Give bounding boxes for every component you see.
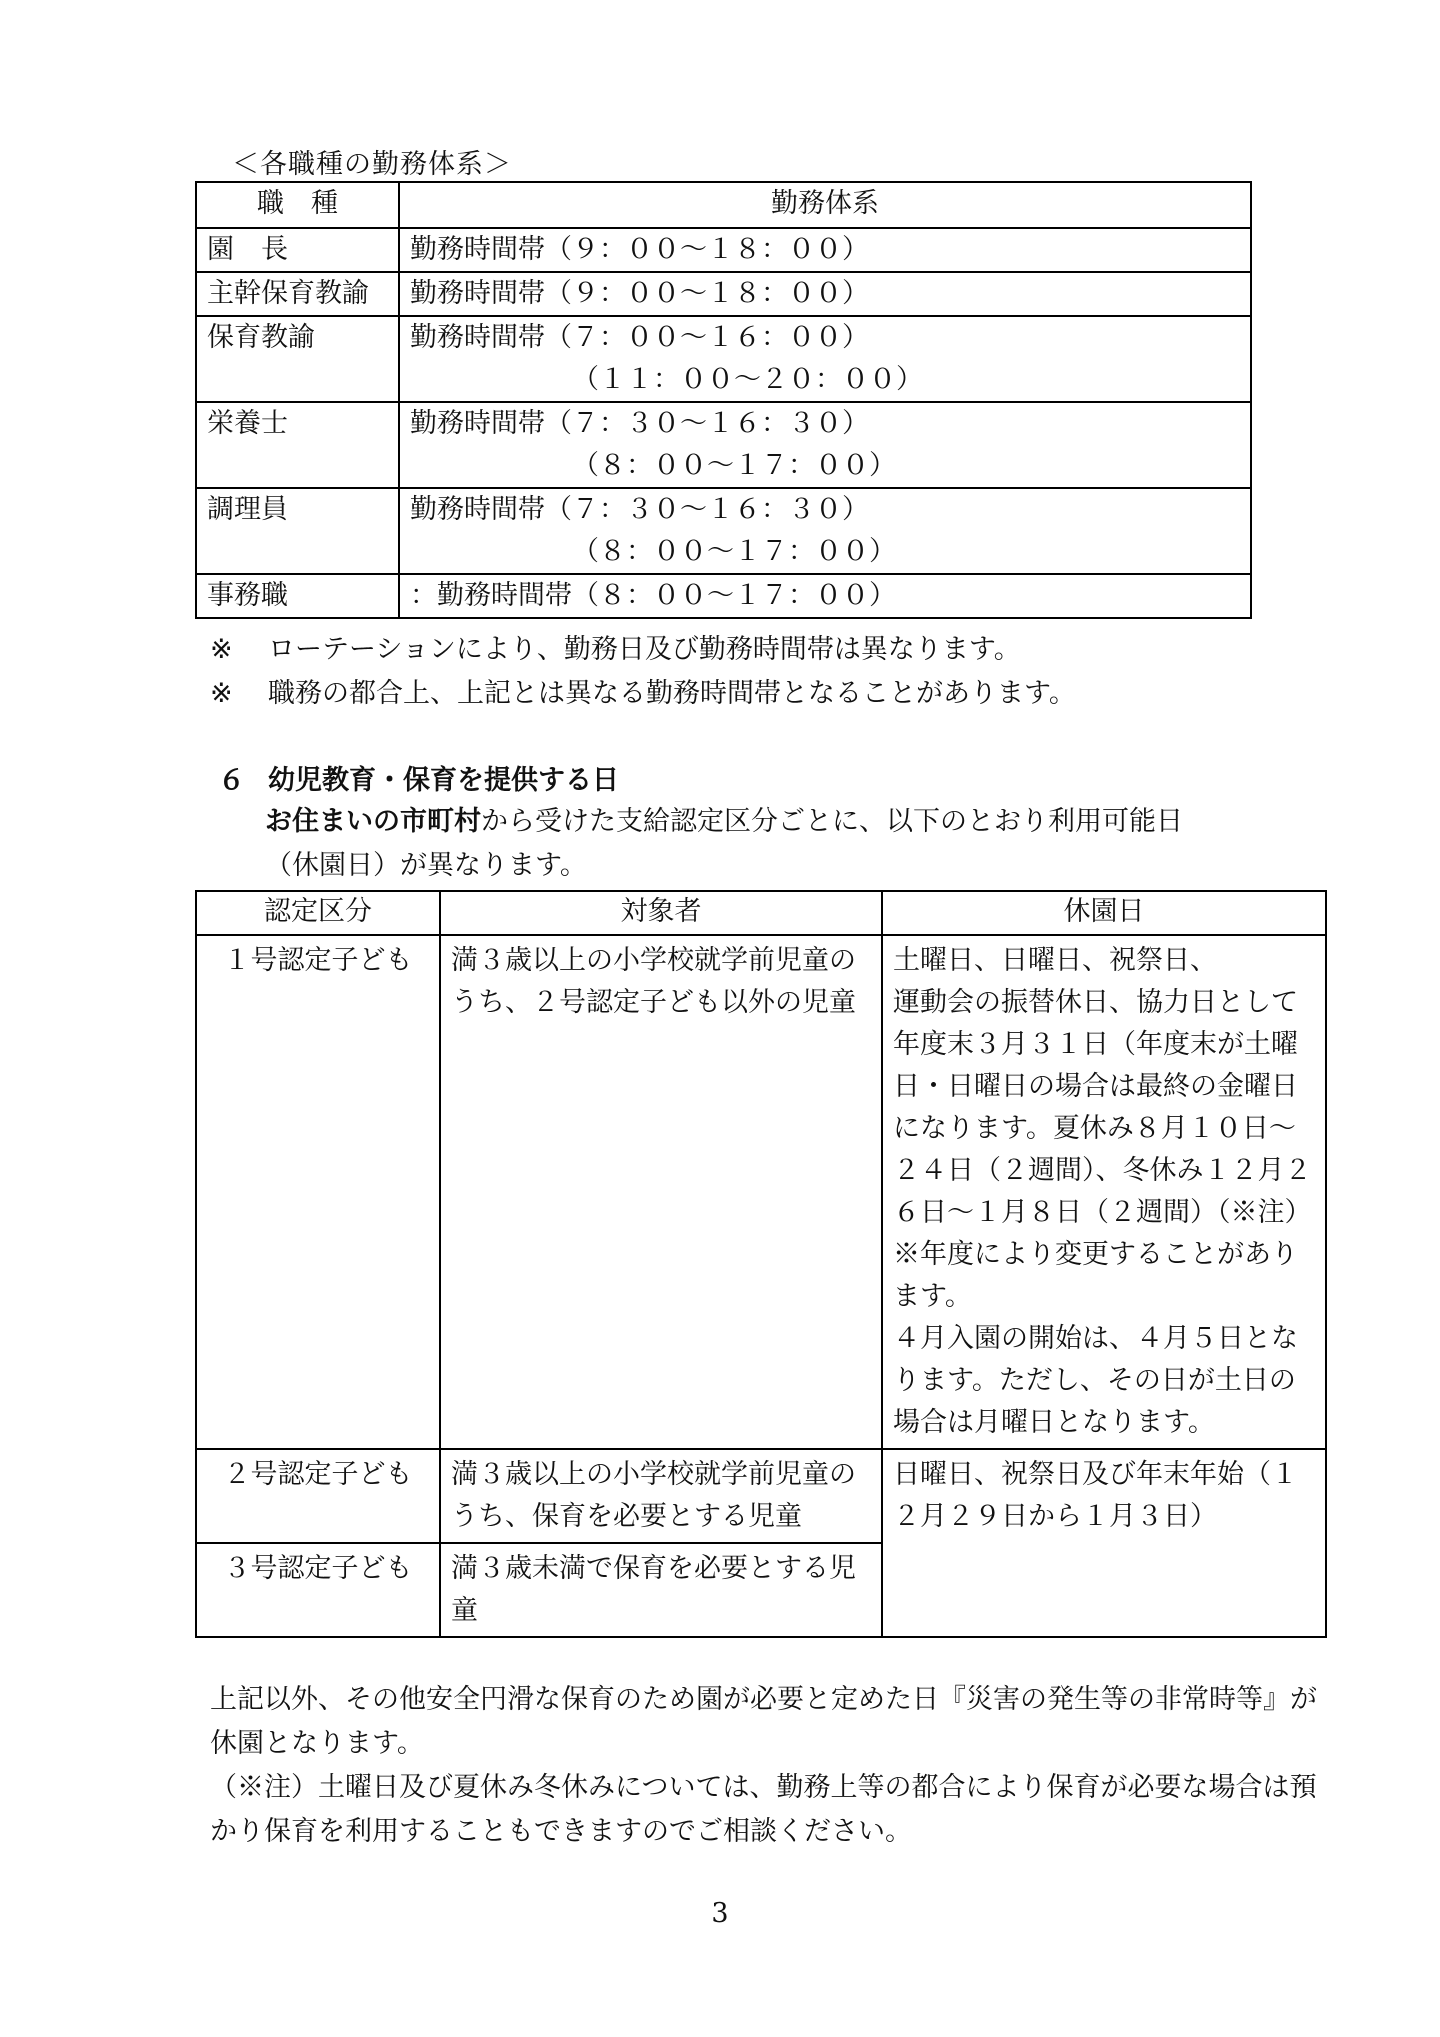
intro-line-2: （休園日）が異なります。 — [265, 850, 587, 881]
section-6-footnotes — [210, 1678, 1330, 1854]
holidays-cell — [882, 935, 1326, 1449]
role-cell: 保育教諭 — [196, 316, 399, 402]
table-row — [196, 1449, 1326, 1543]
note-item — [210, 672, 1076, 716]
schedule-line: ：勤務時間帯（８：００～１７：００） — [410, 580, 896, 611]
schedule-line: 勤務時間帯（７：００～１６：００） — [410, 322, 869, 353]
role-cell: 事務職 — [196, 574, 399, 618]
category-cell: ３号認定子ども — [196, 1543, 440, 1637]
note-mark: ※ — [210, 678, 233, 709]
role-cell: 主幹保育教諭 — [196, 272, 399, 316]
staff-notes — [210, 628, 1076, 716]
table-row — [196, 402, 1251, 488]
target-cell: 満３歳未満で保育を必要とする児童 — [440, 1543, 882, 1637]
table-row — [196, 935, 1326, 1449]
schedule-cell — [399, 402, 1251, 488]
target-cell: 満３歳以上の小学校就学前児童のうち、保育を必要とする児童 — [440, 1449, 882, 1543]
section-6-intro — [265, 800, 1265, 888]
note-item — [210, 628, 1076, 672]
header-target: 対象者 — [440, 891, 882, 935]
schedule-line-2: （８：００～１７：００） — [572, 536, 896, 567]
header-category: 認定区分 — [196, 891, 440, 935]
intro-line-1 — [265, 800, 1265, 844]
staff-schedule-table — [195, 181, 1252, 619]
schedule-cell — [399, 488, 1251, 574]
intro-rest: から受けた支給認定区分ごとに、以下のとおり利用可能日 — [481, 806, 1183, 837]
table-row — [196, 272, 1251, 316]
page-number: 3 — [711, 1898, 729, 1929]
category-cell: １号認定子ども — [196, 935, 440, 1449]
schedule-line: 勤務時間帯（９：００～１８：００） — [410, 278, 869, 309]
schedule-cell — [399, 272, 1251, 316]
schedule-line-2: （１１：００～２０：００） — [572, 364, 923, 395]
intro-bold: お住まいの市町村 — [265, 806, 481, 837]
holidays-cell: 日曜日、祝祭日及び年末年始（１２月２９日から１月３日） — [882, 1449, 1326, 1637]
schedule-line: 勤務時間帯（９：００～１８：００） — [410, 234, 869, 265]
table-header-row — [196, 891, 1326, 935]
section-title: 幼児教育・保育を提供する日 — [268, 765, 619, 796]
footnote-other-closures: 上記以外、その他安全円滑な保育のため園が必要と定めた日『災害の発生等の非常時等』が休園となります。 — [210, 1684, 1317, 1759]
note-mark: ※ — [210, 634, 233, 665]
schedule-line: 勤務時間帯（７：３０～１６：３０） — [410, 408, 869, 439]
section-6-heading — [218, 758, 619, 797]
holidays-text: 土曜日、日曜日、祝祭日、 — [893, 945, 1217, 976]
holiday-table — [195, 890, 1327, 1638]
header-schedule: 勤務体系 — [399, 182, 1251, 228]
header-holidays: 休園日 — [882, 891, 1326, 935]
table-row — [196, 228, 1251, 272]
category-cell: ２号認定子ども — [196, 1449, 440, 1543]
role-cell: 園 長 — [196, 228, 399, 272]
schedule-cell — [399, 574, 1251, 618]
holidays-text: ※年度により変更することがあります。 — [893, 1239, 1298, 1312]
target-cell: 満３歳以上の小学校就学前児童のうち、２号認定子ども以外の児童 — [440, 935, 882, 1449]
schedule-line: 勤務時間帯（７：３０～１６：３０） — [410, 494, 869, 525]
holidays-text: ４月入園の開始は、４月５日となります。ただし、その日が土日の場合は月曜日となります。 — [893, 1323, 1298, 1438]
role-cell: 調理員 — [196, 488, 399, 574]
role-cell: 栄養士 — [196, 402, 399, 488]
schedule-cell — [399, 228, 1251, 272]
header-role: 職 種 — [196, 182, 399, 228]
holidays-text: 運動会の振替休日、協力日として年度末３月３１日（年度末が土曜日・日曜日の場合は最終の金曜日になります。夏休み８月１０日～２４日（２週間）、冬休み１２月２６日～１月８日（２週間）（※注） — [893, 987, 1312, 1228]
table-header-row — [196, 182, 1251, 228]
footnote-note: （※注）土曜日及び夏休み冬休みについては、勤務上等の都合により保育が必要な場合は預かり保育を利用することもできますのでご相談ください。 — [210, 1772, 1317, 1847]
staff-table-caption: ＜各職種の勤務体系＞ — [232, 149, 512, 180]
schedule-cell — [399, 316, 1251, 402]
table-row — [196, 488, 1251, 574]
table-row — [196, 574, 1251, 618]
note-text: ローテーションにより、勤務日及び勤務時間帯は異なります。 — [268, 634, 1021, 665]
note-text: 職務の都合上、上記とは異なる勤務時間帯となることがあります。 — [268, 678, 1076, 709]
section-number: ６ — [218, 765, 245, 796]
schedule-line-2: （８：００～１７：００） — [572, 450, 896, 481]
table-row — [196, 316, 1251, 402]
